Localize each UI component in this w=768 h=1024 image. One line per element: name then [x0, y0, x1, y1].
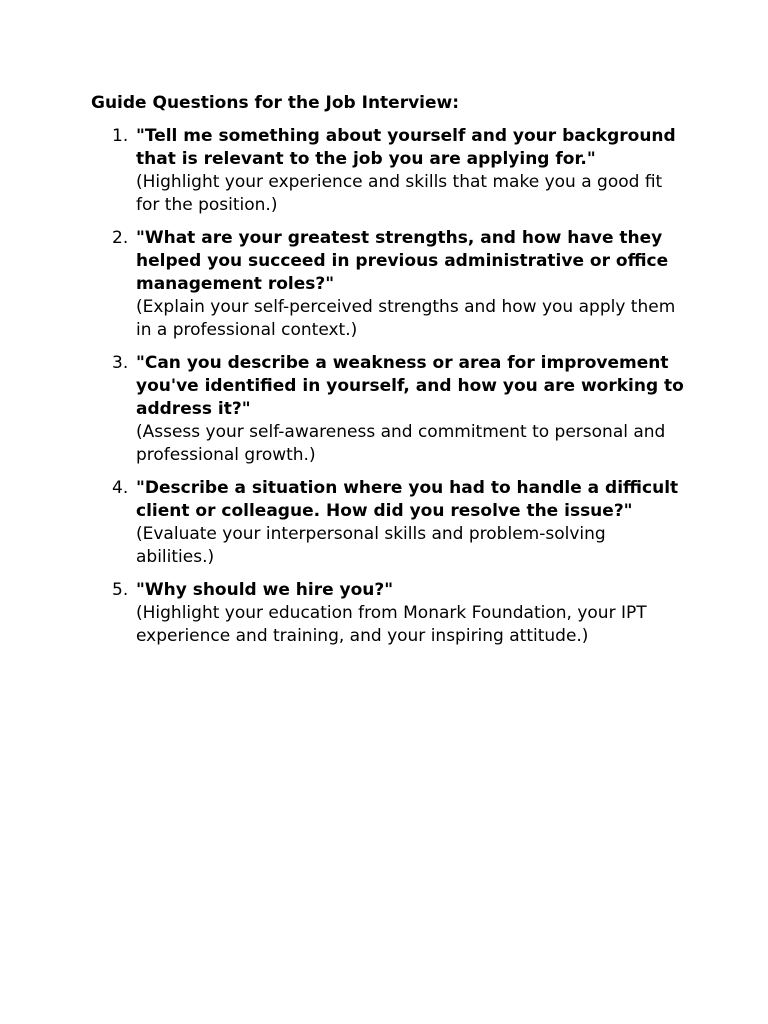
question-number: 1.: [112, 126, 129, 146]
question-text: "Can you describe a weakness or area for improvement you've identified in yourself, and how you are working to address it?": [136, 353, 684, 419]
document-heading: Guide Questions for the Job Interview:: [91, 93, 460, 113]
question-note: (Assess your self-awareness and commitment to personal and professional growth.): [136, 422, 666, 465]
question-number: 3.: [112, 353, 129, 373]
question-number: 5.: [112, 580, 129, 600]
question-note: (Evaluate your interpersonal skills and problem-solving abilities.): [136, 524, 606, 567]
question-note: (Explain your self-perceived strengths and how you apply them in a professional context.): [136, 297, 676, 340]
question-text: "What are your greatest strengths, and how have they helped you succeed in previous administrative or office management roles?": [136, 228, 669, 294]
question-text: "Tell me something about yourself and your background that is relevant to the job you are applying for.": [136, 126, 676, 169]
question-item: [0, 477, 684, 569]
question-number: 4.: [112, 478, 129, 498]
question-item: [0, 352, 684, 467]
question-list: [0, 125, 768, 658]
question-text: "Describe a situation where you had to handle a difficult client or colleague. How did you resolve the issue?": [136, 478, 679, 521]
question-item: [0, 125, 684, 217]
question-item: [0, 579, 684, 648]
question-note: (Highlight your education from Monark Foundation, your IPT experience and training, and your inspiring attitude.): [136, 603, 647, 646]
question-number: 2.: [112, 228, 129, 248]
question-item: [0, 227, 684, 342]
question-note: (Highlight your experience and skills that make you a good fit for the position.): [136, 172, 663, 215]
question-text: "Why should we hire you?": [136, 580, 394, 600]
